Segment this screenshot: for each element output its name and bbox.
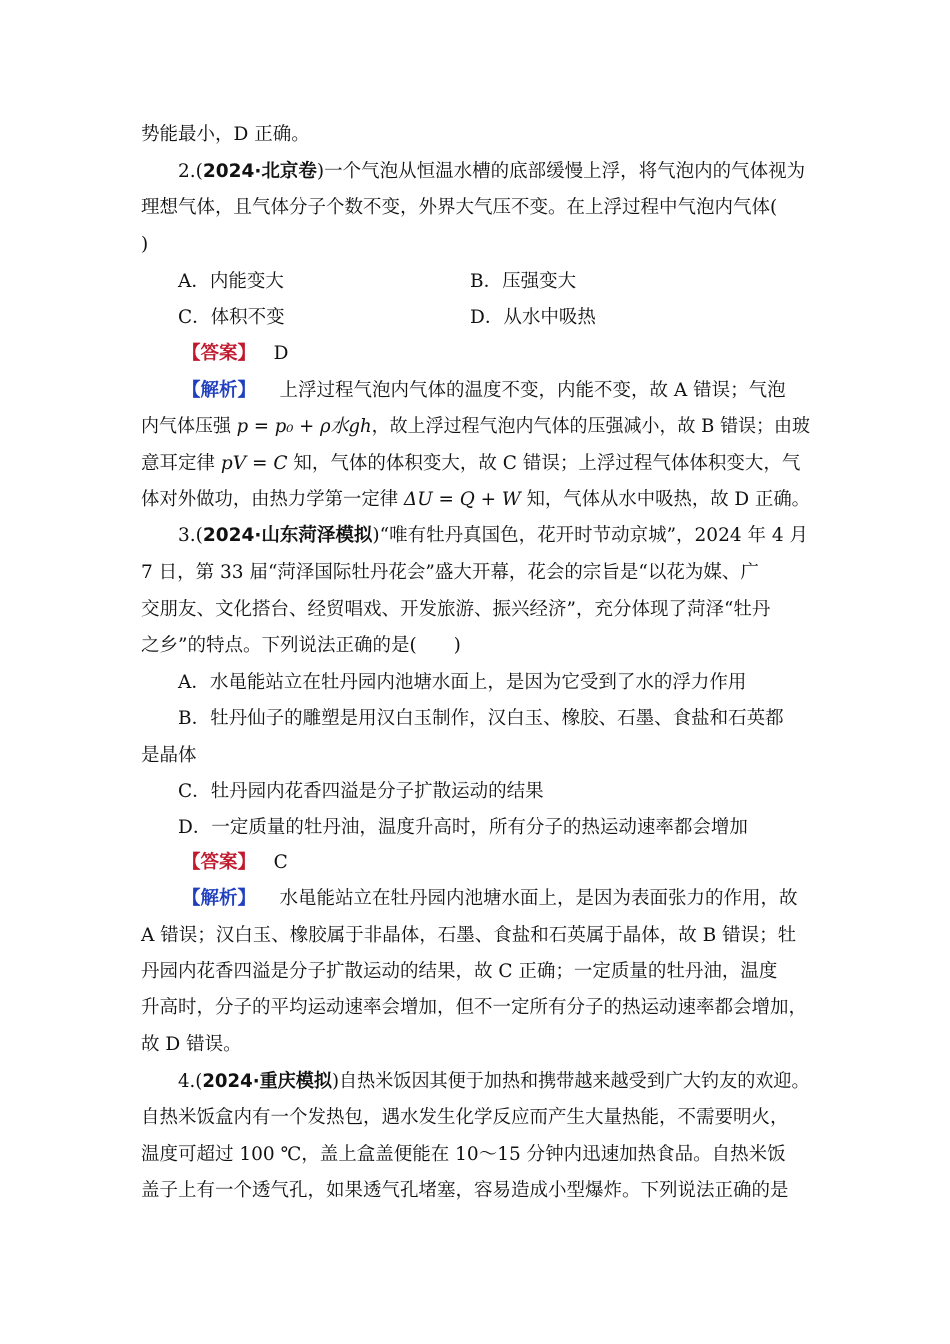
q3-source: 2024·山东菏泽模拟	[202, 525, 373, 546]
q4-stem-line-4: 盖子上有一个透气孔，如果透气孔堵塞，容易造成小型爆炸。下列说法正确的是	[141, 1180, 789, 1201]
q2-stem-line-3: )	[141, 234, 149, 255]
q3-option-b-line-1: B．牡丹仙子的雕塑是用汉白玉制作，汉白玉、橡胶、石墨、食盐和石英都	[178, 708, 784, 729]
q3-option-c: C．牡丹园内花香四溢是分子扩散运动的结果	[178, 781, 544, 802]
q3-stem-line-2: 7 日，第 33 届“菏泽国际牡丹花会”盛大开幕，花会的宗旨是“以花为媒、广	[141, 562, 759, 583]
q2-answer	[182, 340, 289, 368]
q3-stem-line-1: 3.(2024·山东菏泽模拟)“唯有牡丹真国色，花开时节动京城”，2024 年 4 月	[178, 525, 809, 546]
q3-analysis-line-2: A 错误；汉白玉、橡胶属于非晶体，石墨、食盐和石英属于晶体，故 B 错误；牡	[141, 925, 797, 946]
q3-option-a: A．水黾能站立在牡丹园内池塘水面上，是因为它受到了水的浮力作用	[178, 672, 747, 693]
first-law-formula: ΔU = Q + W	[403, 489, 521, 510]
q2-analysis-line-3: 意耳定律 pV = C 知，气体的体积变大，故 C 错误；上浮过程气体体积变大，气	[141, 453, 801, 474]
q2-analysis-line-2: 内气体压强 p = p₀ + ρ水gh，故上浮过程气泡内气体的压强减小，故 B 错误；由玻	[141, 416, 811, 437]
q2-option-c: C．体积不变	[178, 307, 285, 328]
q2-option-a: A．内能变大	[178, 271, 284, 292]
q4-source: 2024·重庆模拟	[202, 1071, 332, 1092]
q3-stem-line-4: 之乡”的特点。下列说法正确的是( )	[141, 635, 461, 656]
q2-option-b: B．压强变大	[470, 271, 577, 292]
q3-analysis-line-4: 升高时，分子的平均运动速率会增加，但不一定所有分子的热运动速率都会增加，	[141, 997, 808, 1018]
q3-stem-line-3: 交朋友、文化搭台、经贸唱戏、开发旅游、振兴经济”，充分体现了菏泽“牡丹	[141, 599, 771, 620]
q2-stem-line-2: 理想气体，且气体分子个数不变，外界大气压不变。在上浮过程中气泡内气体(	[141, 197, 778, 218]
q3-option-d: D．一定质量的牡丹油，温度升高时，所有分子的热运动速率都会增加	[178, 817, 748, 838]
q4-stem-line-2: 自热米饭盒内有一个发热包，遇水发生化学反应而产生大量热能，不需要明火，	[141, 1107, 789, 1128]
analysis-tag: 【解析】	[182, 888, 257, 909]
q3-number: 3.(	[178, 525, 203, 546]
q3-analysis-line-1: 【解析】 水黾能站立在牡丹园内池塘水面上，是因为表面张力的作用，故	[182, 888, 798, 909]
q2-stem-line-1: 2.(2024·北京卷)一个气泡从恒温水槽的底部缓慢上浮，将气泡内的气体视为	[178, 161, 806, 182]
q4-stem-line-3: 温度可超过 100 ℃，盖上盒盖便能在 10～15 分钟内迅速加热食品。自热米饭	[141, 1144, 786, 1165]
q4-stem-line-1: 4.(2024·重庆模拟)自热米饭因其便于加热和携带越来越受到广大钓友的欢迎。	[178, 1071, 810, 1092]
q3-analysis-line-3: 丹园内花香四溢是分子扩散运动的结果，故 C 正确；一定质量的牡丹油，温度	[141, 961, 778, 982]
answer-value: D	[273, 343, 289, 364]
q2-analysis-line-1: 【解析】 上浮过程气泡内气体的温度不变，内能不变，故 A 错误；气泡	[182, 380, 786, 401]
q2-option-d: D．从水中吸热	[470, 307, 596, 328]
analysis-tag: 【解析】	[182, 380, 257, 401]
pressure-formula: p = p₀ + ρ水gh	[236, 416, 372, 437]
q2-source: 2024·北京卷	[202, 161, 317, 182]
q2-number: 2.(	[178, 161, 203, 182]
answer-tag: 【答案】	[182, 343, 257, 364]
q2-analysis-line-4: 体对外做功，由热力学第一定律 ΔU = Q + W 知，气体从水中吸热，故 D 正确。	[141, 489, 811, 510]
continued-text: 势能最小，D 正确。	[141, 124, 310, 145]
q3-analysis-line-5: 故 D 错误。	[141, 1034, 242, 1055]
q4-number: 4.(	[178, 1071, 203, 1092]
boyle-formula: pV = C	[220, 453, 288, 474]
q3-option-b-line-2: 是晶体	[141, 745, 197, 766]
answer-value: C	[273, 852, 288, 873]
q3-answer	[182, 849, 288, 877]
answer-tag: 【答案】	[182, 852, 257, 873]
